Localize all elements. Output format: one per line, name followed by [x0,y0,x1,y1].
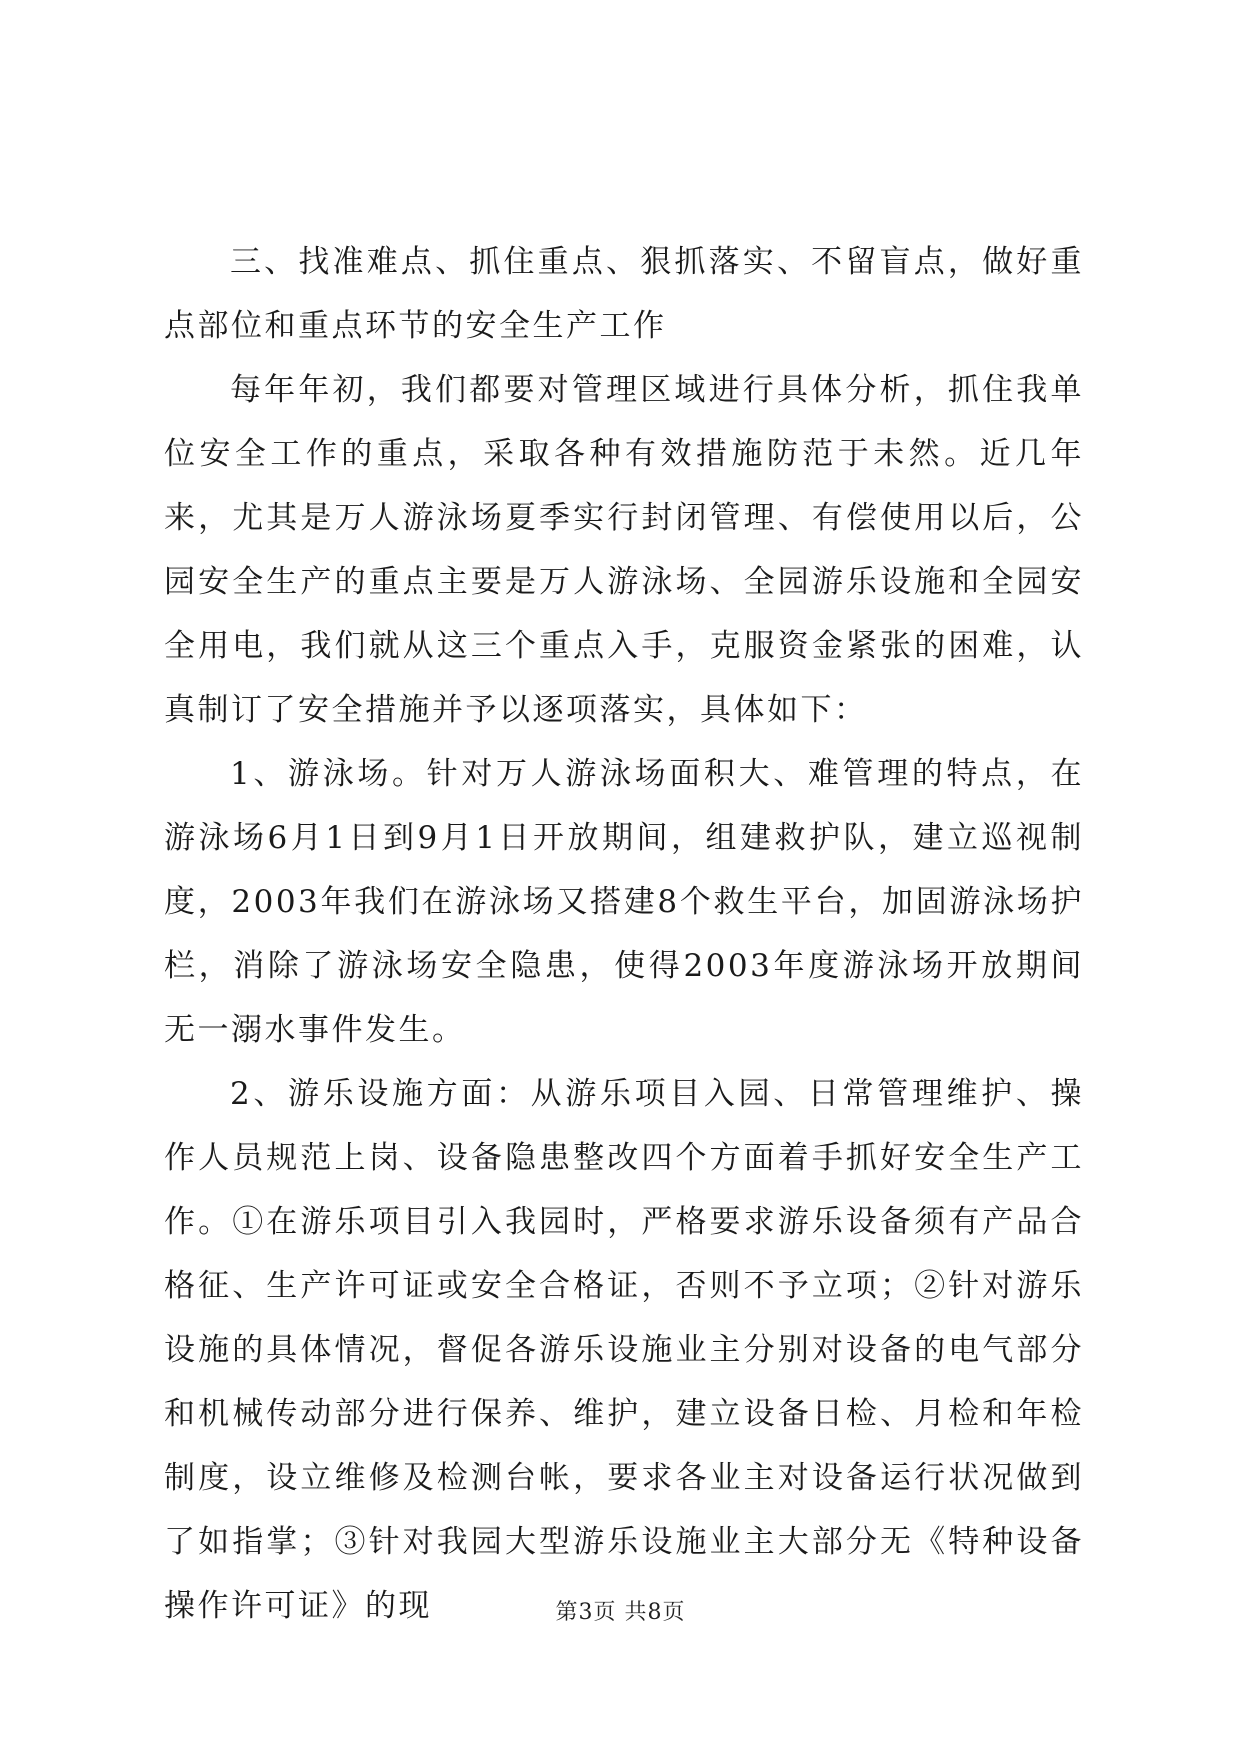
section-heading: 三、找准难点、抓住重点、狠抓落实、不留盲点，做好重点部位和重点环节的安全生产工作 [164,244,1084,344]
body-paragraph-amusement: 2、游乐设施方面：从游乐项目入园、日常管理维护、操作人员规范上岗、设备隐患整改四个方面着手抓好安全生产工作。①在游乐项目引入我园时，严格要求游乐设备须有产品合格征、生产许可证或安全合格证，否则不予立项；②针对游乐设施的具体情况，督促各游乐设施业主分别对设备的电气部分和机械传动部分进行保养、维护，建立设备日检、月检和年检制度，设立维修及检测台帐，要求各业主对设备运行状况做到了如指掌；③针对我园大型游乐设施业主大部分无《特种设备操作许可证》的现 [164,1076,1084,1624]
page-footer: 第3页 共8页 [555,1600,686,1625]
document-body [164,230,1084,1638]
body-paragraph-overview: 每年年初，我们都要对管理区域进行具体分析，抓住我单位安全工作的重点，采取各种有效措施防范于未然。近几年来，尤其是万人游泳场夏季实行封闭管理、有偿使用以后，公园安全生产的重点主要是万人游泳场、全园游乐设施和全园安全用电，我们就从这三个重点入手，克服资金紧张的困难，认真制订了安全措施并予以逐项落实，具体如下： [164,372,1084,728]
body-paragraph-swimming: 1、游泳场。针对万人游泳场面积大、难管理的特点，在游泳场6月1日到9月1日开放期间，组建救护队，建立巡视制度，2003年我们在游泳场又搭建8个救生平台，加固游泳场护栏，消除了游泳场安全隐患，使得2003年度游泳场开放期间无一溺水事件发生。 [164,756,1084,1048]
